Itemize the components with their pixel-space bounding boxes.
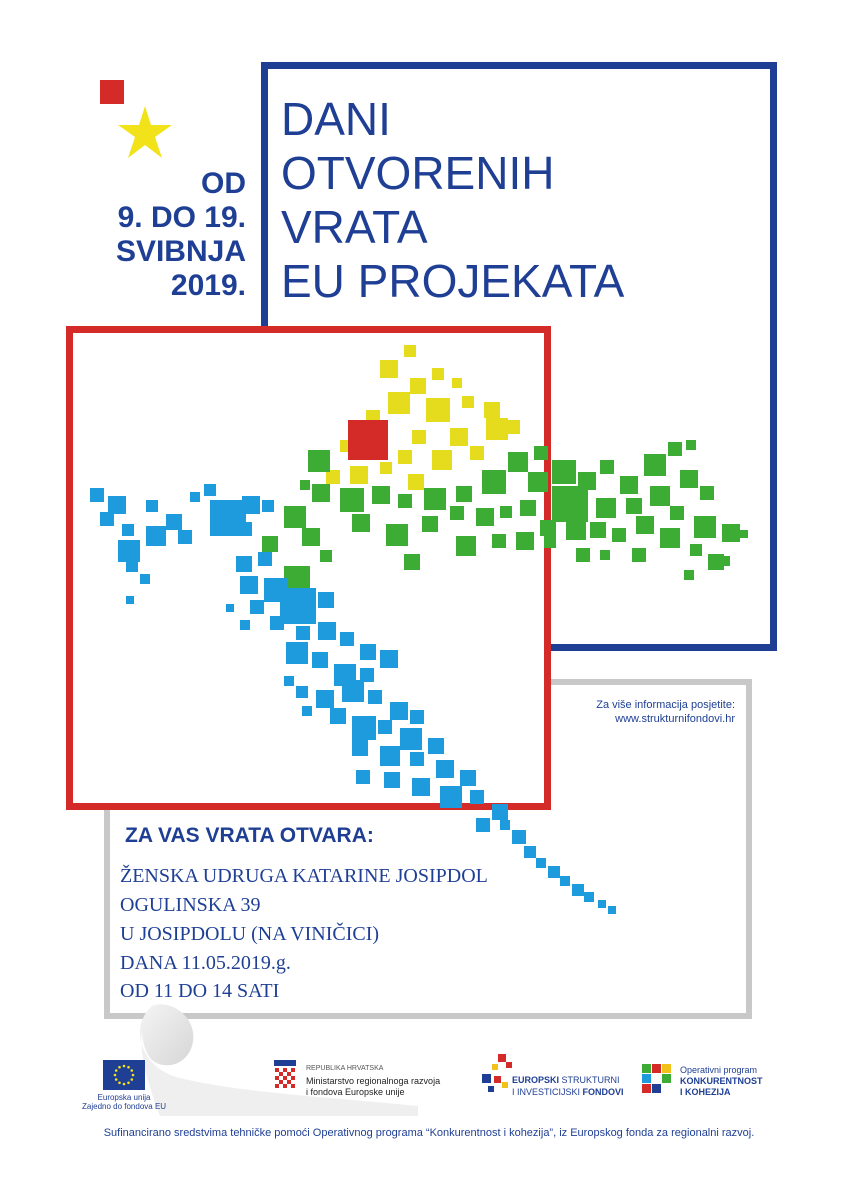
mosaic-tile-cyan: [204, 484, 216, 496]
esif-logo-icon: [476, 1052, 516, 1098]
mosaic-tile-cyan: [460, 770, 476, 786]
mosaic-tile-green: [520, 500, 536, 516]
mosaic-tile-green: [544, 536, 556, 548]
opkk-logo-icon: [642, 1064, 672, 1094]
mosaic-tile-cyan: [250, 600, 264, 614]
mosaic-tile-cyan: [258, 552, 272, 566]
mosaic-tile-green: [450, 506, 464, 520]
mosaic-tile-cyan: [126, 596, 134, 604]
mosaic-tile-green: [668, 442, 682, 456]
mosaic-tile-cyan: [118, 540, 140, 562]
mosaic-tile-cyan: [286, 642, 308, 664]
eu-caption-line: Zajedno do fondova EU: [82, 1102, 167, 1111]
mosaic-tile-cyan: [108, 496, 126, 514]
mosaic-tile-cyan: [296, 686, 308, 698]
mosaic-tile-yellow: [380, 462, 392, 474]
mosaic-tile-cyan: [360, 668, 374, 682]
checker-tile: [279, 1068, 283, 1072]
croatian-coat-of-arms-icon: [272, 1060, 298, 1094]
mosaic-tile-cyan: [436, 760, 454, 778]
mosaic-tile-yellow: [470, 446, 484, 460]
eu-caption-line: Europska unija: [97, 1093, 151, 1102]
title-line: EU PROJEKATA: [281, 255, 625, 307]
checker-tile: [291, 1084, 295, 1088]
mosaic-tile-cyan: [236, 556, 252, 572]
mosaic-tile-cyan: [470, 790, 484, 804]
checker-tile: [279, 1084, 283, 1088]
mosaic-tile-cyan: [190, 492, 200, 502]
mosaic-tile-cyan: [240, 620, 250, 630]
checker-tile: [275, 1072, 279, 1076]
mosaic-tile-green: [632, 548, 646, 562]
mosaic-tile-cyan: [500, 820, 510, 830]
mosaic-tile-yellow: [408, 474, 424, 490]
checker-tile: [283, 1068, 287, 1072]
mosaic-tile-green: [300, 480, 310, 490]
eu-star: [114, 1074, 117, 1077]
mosaic-tile-cyan: [476, 818, 490, 832]
mosaic-tile-yellow: [326, 470, 340, 484]
mosaic-tile-green: [670, 506, 684, 520]
eu-star: [130, 1069, 133, 1072]
mosaic-tile-cyan: [178, 530, 192, 544]
mosaic-tile-yellow: [410, 378, 426, 394]
mosaic-tile-cyan: [90, 488, 104, 502]
mosaic-tile-green: [684, 570, 694, 580]
mosaic-tile-yellow: [380, 360, 398, 378]
checker-tile: [291, 1068, 295, 1072]
mosaic-tile-green: [424, 488, 446, 510]
mosaic-tile-green: [492, 534, 506, 548]
mosaic-tile-cyan: [146, 526, 166, 546]
eu-star: [115, 1078, 118, 1081]
mosaic-tile-green: [612, 528, 626, 542]
mosaic-tile-cyan: [340, 632, 354, 646]
mosaic-tile-yellow: [404, 345, 416, 357]
checker-tile: [291, 1072, 295, 1076]
mosaic-tile-green: [508, 452, 528, 472]
mosaic-tile-yellow: [426, 398, 450, 422]
mosaic-tile-yellow: [412, 430, 426, 444]
mosaic-tile-cyan: [312, 652, 328, 668]
mosaic-tile-cyan: [122, 524, 134, 536]
checker-tile: [275, 1068, 279, 1072]
mosaic-tile-cyan: [368, 690, 382, 704]
eu-star: [115, 1069, 118, 1072]
opkk-caption-line: Operativni program: [680, 1065, 758, 1075]
organizer-line: U JOSIPDOLU (NA VINIČICI): [120, 923, 380, 945]
mosaic-tile-green: [720, 556, 730, 566]
mosaic-tile-cyan: [316, 690, 334, 708]
mosaic-tile-green: [600, 550, 610, 560]
mosaic-tile-cyan: [428, 738, 444, 754]
mosaic-tile-green: [302, 528, 320, 546]
mosaic-tile-cyan: [126, 560, 138, 572]
mosaic-tile-cyan: [238, 522, 252, 536]
mosaic-tile-cyan: [390, 702, 408, 720]
info-prompt: Za više informacija posjetite:: [596, 699, 735, 711]
mosaic-tile-cyan: [342, 680, 364, 702]
checker-tile: [279, 1072, 283, 1076]
mosaic-tile-green: [540, 520, 556, 536]
mosaic-tile-cyan: [412, 778, 430, 796]
mosaic-tile-cyan: [440, 786, 462, 808]
mosaic-tile-green: [516, 532, 534, 550]
mosaic-tile-cyan: [524, 846, 536, 858]
mosaic-tile-cyan: [166, 514, 182, 530]
mosaic-tile-cyan: [380, 746, 400, 766]
date-line: 9. DO 19.: [117, 201, 246, 234]
opkk-caption-line: I KOHEZIJA: [680, 1087, 731, 1097]
mosaic-tile-cyan: [262, 500, 274, 512]
date-line: SVIBNJA: [115, 235, 246, 268]
ministry-country: REPUBLIKA HRVATSKA: [306, 1065, 384, 1072]
mosaic-tile-cyan: [536, 858, 546, 868]
mosaic-tile-cyan: [318, 592, 334, 608]
mosaic-tile-cyan: [400, 728, 422, 750]
mosaic-tile-green: [566, 520, 586, 540]
checker-tile: [287, 1084, 291, 1088]
mosaic-tile-cyan: [356, 770, 370, 784]
mosaic-tile-cyan: [352, 716, 376, 740]
mosaic-tile-cyan: [284, 676, 294, 686]
mosaic-tile-yellow: [388, 392, 410, 414]
mosaic-tile-green: [636, 516, 654, 534]
checker-tile: [287, 1068, 291, 1072]
mosaic-tile-cyan: [318, 622, 336, 640]
esif-caption-line: [512, 1087, 624, 1097]
mosaic-tile-cyan: [302, 706, 312, 716]
mosaic-tile-cyan: [330, 708, 346, 724]
eu-star: [132, 1074, 135, 1077]
ministry-name-line: i fondova Europske unije: [306, 1087, 405, 1097]
date-line: OD: [201, 167, 246, 200]
mosaic-tile-green: [528, 472, 548, 492]
mosaic-tile-green: [398, 494, 412, 508]
mosaic-tile-yellow: [432, 450, 452, 470]
checker-tile: [283, 1084, 287, 1088]
mosaic-tile-yellow: [350, 466, 368, 484]
mosaic-tile-green: [690, 544, 702, 556]
mosaic-tile-green: [740, 530, 748, 538]
checker-tile: [287, 1080, 291, 1084]
esif-word: STRUKTURNI: [559, 1075, 620, 1085]
title-line: DANI: [281, 93, 391, 145]
mosaic-tile-green: [308, 450, 330, 472]
mosaic-tile-yellow: [452, 378, 462, 388]
mosaic-tile-green: [600, 460, 614, 474]
mosaic-tile-green: [626, 498, 642, 514]
mosaic-tile-yellow: [506, 420, 520, 434]
title-line: VRATA: [281, 201, 428, 253]
mosaic-tile-cyan: [384, 772, 400, 788]
mosaic-tile-cyan: [584, 892, 594, 902]
mosaic-tile-cyan: [598, 900, 606, 908]
mosaic-tile-green: [552, 486, 588, 522]
mosaic-tile-green: [456, 536, 476, 556]
eu-star: [130, 1078, 133, 1081]
checker-tile: [291, 1076, 295, 1080]
mosaic-tile-cyan: [146, 500, 158, 512]
mosaic-tile-yellow: [432, 368, 444, 380]
mosaic-tile-green: [456, 486, 472, 502]
mosaic-tile-green: [596, 498, 616, 518]
mosaic-tile-cyan: [270, 616, 284, 630]
mosaic-tile-cyan: [492, 804, 508, 820]
checker-tile: [283, 1072, 287, 1076]
esif-word: I INVESTICIJSKI: [512, 1087, 583, 1097]
mosaic-tile-cyan: [140, 574, 150, 584]
mosaic-tile-red: [348, 420, 388, 460]
ministry-name-line: Ministarstvo regionalnoga razvoja: [306, 1076, 441, 1086]
mosaic-tile-cyan: [380, 650, 398, 668]
mosaic-tile-green: [500, 506, 512, 518]
eu-star: [123, 1083, 126, 1086]
mosaic-tile-green: [284, 506, 306, 528]
mosaic-tile-green: [320, 550, 332, 562]
eu-star: [118, 1066, 121, 1069]
date-line: 2019.: [170, 269, 246, 302]
mosaic-tile-green: [352, 514, 370, 532]
mosaic-tile-yellow: [462, 396, 474, 408]
mosaic-tile-cyan: [512, 830, 526, 844]
mosaic-tile-green: [700, 486, 714, 500]
organizer-line: ŽENSKA UDRUGA KATARINE JOSIPDOL: [120, 865, 488, 887]
info-url-link[interactable]: www.strukturnifondovi.hr: [615, 713, 735, 725]
mosaic-tile-green: [552, 460, 576, 484]
mosaic-tile-green: [680, 470, 698, 488]
mosaic-tile-green: [620, 476, 638, 494]
checker-tile: [291, 1080, 295, 1084]
mosaic-tile-cyan: [410, 752, 424, 766]
mosaic-tile-cyan: [240, 576, 258, 594]
eu-star: [127, 1066, 130, 1069]
mosaic-tile-cyan: [242, 496, 260, 514]
mosaic-tile-cyan: [548, 866, 560, 878]
mosaic-tile-green: [482, 470, 506, 494]
checker-tile: [275, 1080, 279, 1084]
mosaic-tile-yellow: [484, 402, 500, 418]
checker-tile: [275, 1084, 279, 1088]
mosaic-tile-green: [340, 488, 364, 512]
organizer-line: OD 11 DO 14 SATI: [120, 980, 280, 1002]
mosaic-tile-green: [590, 522, 606, 538]
organizer-line: DANA 11.05.2019.g.: [120, 952, 291, 974]
funding-note: Sufinancirano sredstvima tehničke pomoći Operativnog programa “Konkurentnost i kohezija”, iz Europskog fonda za regionalni razvoj.: [103, 1127, 755, 1139]
mosaic-tile-cyan: [100, 512, 114, 526]
title-line: OTVORENIH: [281, 147, 555, 199]
mosaic-tile-green: [650, 486, 670, 506]
mosaic-tile-green: [722, 524, 740, 542]
opkk-caption-line: KONKURENTNOST: [680, 1076, 763, 1086]
checker-tile: [287, 1076, 291, 1080]
mosaic-tile-green: [372, 486, 390, 504]
esif-caption-line: [512, 1075, 620, 1085]
mosaic-tile-green: [660, 528, 680, 548]
eu-flag-icon: [103, 1060, 145, 1090]
checker-tile: [275, 1076, 279, 1080]
esif-word: FONDOVI: [582, 1087, 624, 1097]
mosaic-tile-green: [476, 508, 494, 526]
mosaic-tile-cyan: [226, 604, 234, 612]
mosaic-tile-cyan: [378, 720, 392, 734]
mosaic-tile-cyan: [352, 740, 368, 756]
mosaic-tile-green: [534, 446, 548, 460]
mosaic-tile-green: [422, 516, 438, 532]
eu-star: [127, 1081, 130, 1084]
mosaic-tile-cyan: [360, 644, 376, 660]
mosaic-tile-cyan: [296, 626, 310, 640]
mosaic-tile-green: [262, 536, 278, 552]
eu-star: [123, 1065, 126, 1068]
checker-tile: [283, 1076, 287, 1080]
mosaic-tile-cyan: [280, 588, 316, 624]
mosaic-tile-green: [404, 554, 420, 570]
opens-heading: ZA VAS VRATA OTVARA:: [125, 824, 374, 847]
mosaic-tile-green: [644, 454, 666, 476]
mosaic-tile-green: [386, 524, 408, 546]
esif-word: EUROPSKI: [512, 1075, 560, 1085]
eu-star: [118, 1081, 121, 1084]
mosaic-tile-green: [686, 440, 696, 450]
checker-tile: [279, 1080, 283, 1084]
checker-tile: [283, 1080, 287, 1084]
mosaic-tile-yellow: [450, 428, 468, 446]
mosaic-tile-yellow: [486, 418, 508, 440]
mosaic-tile-cyan: [560, 876, 570, 886]
checker-tile: [279, 1076, 283, 1080]
mosaic-tile-yellow: [398, 450, 412, 464]
checker-tile: [287, 1072, 291, 1076]
mosaic-tile-cyan: [410, 710, 424, 724]
mosaic-tile-green: [576, 548, 590, 562]
organizer-line: OGULINSKA 39: [120, 894, 261, 916]
mosaic-tile-cyan: [608, 906, 616, 914]
mosaic-tile-cyan: [572, 884, 584, 896]
mosaic-tile-green: [312, 484, 330, 502]
mosaic-tile-green: [694, 516, 716, 538]
